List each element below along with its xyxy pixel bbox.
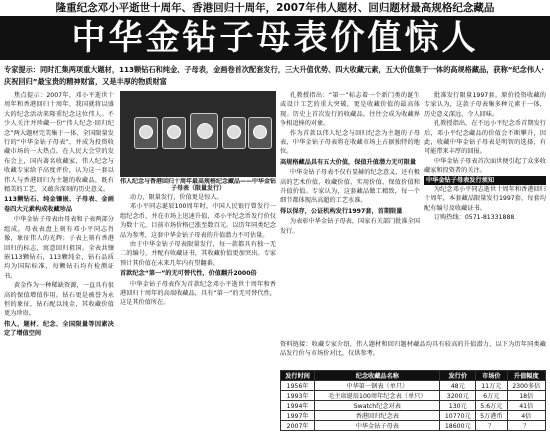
- data-link-note: 资料链接：收藏专家介绍，伟人题材和回归题材藏品均具有较高的升值潜力，以下为历年同类藏品发行价与市场价对比，仅供参考。: [280, 341, 546, 358]
- paragraph: 中华金钻子母表首次面世便引起了众多收藏家和投资者的关注。: [424, 157, 546, 175]
- table-cell: 2300多倍: [507, 381, 545, 391]
- table-cell: 中华金钻子母表: [315, 421, 440, 431]
- table-cell: 18倍: [507, 391, 545, 401]
- table-body: [281, 381, 546, 431]
- column-header: 发行价: [440, 371, 476, 381]
- table-row: [281, 421, 546, 431]
- subheading: 113颗钻石、纯金镶嵌、子母表、金画卷四大元素构成收藏珍品: [4, 196, 114, 213]
- table-cell: Swatch纪念对表: [315, 401, 440, 411]
- table-header-row: [281, 371, 546, 381]
- watch-face: [139, 125, 153, 139]
- paragraph: 黄金作为一种稀缺资源，一直具有很高的保值增值作用。钻石更是被誉为永恒的象征，钻石配以纯金，其收藏价值更为珍贵。: [4, 282, 114, 318]
- paragraph: 批准发行限量1997套。原价投资收藏的专家认为，这款子母表集多种元素于一体，历史意义深远，令人回味。: [424, 92, 546, 118]
- table-row: [281, 391, 546, 401]
- subheading: 首款纪念“第一”的无可替代性，价值翻升2000倍: [120, 270, 257, 278]
- table-cell: 10770元: [440, 411, 476, 421]
- paragraph: 中华金钻子母表作为首款纪念邓小平逝世十周年和香港回归十周年的高端收藏品，具有“第一”的无可替代性，这是其价值所在。: [120, 280, 276, 307]
- table-cell: 毛主席诞辰100周年纪念表（单只）: [315, 391, 440, 401]
- table-cell: 5万港币: [476, 411, 507, 421]
- watch-box-5: [248, 117, 272, 149]
- paragraph: 孔教授指出，在不远小平纪念币首期发行后，邓小平纪念藏品的价值会不断攀升，因此，收藏中华金钻子母表是明智的选择，有可能带来丰厚的回报。: [424, 120, 546, 156]
- headline: 中华金钻子母表价值惊人: [0, 16, 550, 60]
- article-column-4: [424, 91, 546, 338]
- paragraph: 焦点提示：2007年，邓小平逝世十周年和香港回归十周年，我国就将以盛大的纪念活动来隆重纪念这位伟人。不少人关注并珍藏一份“伟人纪念·回归纪念”两大题材完美集于一体、全国限量发行的“中华金钻子母表”，并成为投资收藏市场的一大热点。在人民大会堂的发布会上，国内著名收藏家、伟人纪念与收藏专家给予高度评价，认为这一套以伟人与香港回归为主题的收藏品，既有精美的工艺，又蕴含深刻的历史意义。: [4, 92, 114, 194]
- paragraph: 孔教授指出：“第一”标志着一个新门类的诞生或设计工艺的重大突破，更是收藏价值的最高体现。历史上首次发行的收藏品，往往会成为收藏界争相追捧的对象。: [280, 92, 420, 128]
- article-column-2: [120, 193, 276, 431]
- paragraph: 动力，限量发行，价值更是惊人。: [129, 194, 223, 201]
- table-cell: ？: [476, 421, 507, 431]
- table-cell: 1993年: [281, 391, 315, 401]
- table-cell: 5.6万元: [476, 401, 507, 411]
- table-row: [281, 401, 546, 411]
- article-column-3: [280, 91, 420, 338]
- subheading: 伟人、题材、纪念、全国限量等因素决定了增值空间: [4, 320, 114, 338]
- table-cell: 41倍: [507, 401, 545, 411]
- table-cell: 1956年: [281, 381, 315, 391]
- table-cell: 11万元: [476, 381, 507, 391]
- watch-face: [197, 123, 213, 139]
- subheading: 中华金钻子母表发行须知: [424, 176, 546, 185]
- table-row: [281, 381, 546, 391]
- kicker-line: 隆重纪念邓小平逝世十周年、香港回归十周年，2007年伟人题材、回归题材最高规格纪念藏品: [55, 2, 495, 14]
- table-cell: 48元: [440, 381, 476, 391]
- watch-face: [227, 125, 241, 139]
- watch-face: [167, 125, 181, 139]
- watch-box-4: [222, 117, 246, 149]
- table-cell: 1994年: [281, 401, 315, 411]
- column-header: 发行时间: [281, 371, 315, 381]
- table-cell: 1997年: [281, 411, 315, 421]
- table-cell: 130元: [440, 401, 476, 411]
- intro-paragraph: 专家提示：同时汇集两项重大题材，113颗钻石和纯金、子母表，金画卷首次配套发行，三大升值优势、四大收藏元素，五大价值集于一体的高规格藏品，获称“纪念伟人·庆祝回归”最宝贵的精神财富，又是丰厚的物质财富: [4, 65, 544, 86]
- column-header: 市场价: [476, 371, 507, 381]
- photo-caption: 伟人纪念与香港回归十周年最高规格纪念藏品——中华金钻子母表（限量发行）: [120, 178, 276, 192]
- subheading: 高规格藏品具有五大价值，保值升值潜力无可限量: [280, 158, 417, 166]
- watch-face: [253, 125, 267, 139]
- table-cell: ？: [507, 421, 545, 431]
- paragraph: 中华金钻子母表由母表和子表两部分组成，母表表盘上刻有邓小平同志肖像，象征伟人的光辉；子表上刻有香港回归的标志，寓意回归祖国。全表共镶嵌113颗钻石，113颗纯金，钻石品质均为国际标准，每颗钻石均有检测证书。: [4, 216, 114, 280]
- paragraph: 中华金钻子母表不仅有显赫的纪念意义，还有极高的艺术价值、收藏价值、实用价值、保值价值和升值价值。专家认为，这套藏品做工精致，每一个细节都体现出高超的工艺水准。: [280, 169, 420, 205]
- paragraph: 邓小平同志诞辰100周年时，中国人民银行曾发行一组纪念币，并在市场上迅速升值，邓小平纪念币发行价仅为数十元，目前市场价格已涨至数百元。以历年同类纪念品为参考，这套中华金钻子母表的升值潜力不可估量。: [120, 203, 276, 239]
- table-cell: 4倍: [507, 411, 545, 421]
- watch-box-2: [162, 117, 186, 149]
- column-header: 升值幅度: [507, 371, 545, 381]
- product-photo: [120, 91, 276, 177]
- table-cell: 2007年: [281, 421, 315, 431]
- column-header: 纪念收藏品名称: [315, 371, 440, 381]
- paragraph: 订购热线：0571-81331888: [433, 214, 515, 222]
- article-column-1: [4, 91, 114, 431]
- table-row: [281, 411, 546, 421]
- paragraph: 为纪念邓小平同志逝世十周年和香港回归十周年，本套藏品限量发行1997套，每套均配有编号及收藏证书。: [424, 186, 546, 212]
- price-comparison-table: [280, 370, 546, 431]
- watch-box-1: [134, 117, 158, 149]
- table-cell: 6万元: [476, 391, 507, 401]
- table-cell: 中华第一钢表（单只）: [315, 381, 440, 391]
- table-cell: 3200元: [440, 391, 476, 401]
- watch-box-3: [190, 113, 218, 149]
- subheading: 得以保存，公证机构发行1997套，首期限量: [280, 207, 403, 215]
- table-cell: 18600元: [440, 421, 476, 431]
- paragraph: 作为首款以伟人纪念与回归纪念为主题的子母表，中华金钻子母表将在收藏市场上占据独特的地位。: [280, 129, 420, 156]
- table-cell: 香港回归纪念表: [315, 411, 440, 421]
- paragraph: 由于中华金钻子母表限量发行，每一款都具有独一无二的编号，并配有收藏证书，其收藏价值更加突出。专家预计其价值在未来几年内有望翻番。: [120, 241, 276, 267]
- paragraph: 为表彰中华金钻子母表，国家有关部门批准全国发行。: [280, 218, 420, 235]
